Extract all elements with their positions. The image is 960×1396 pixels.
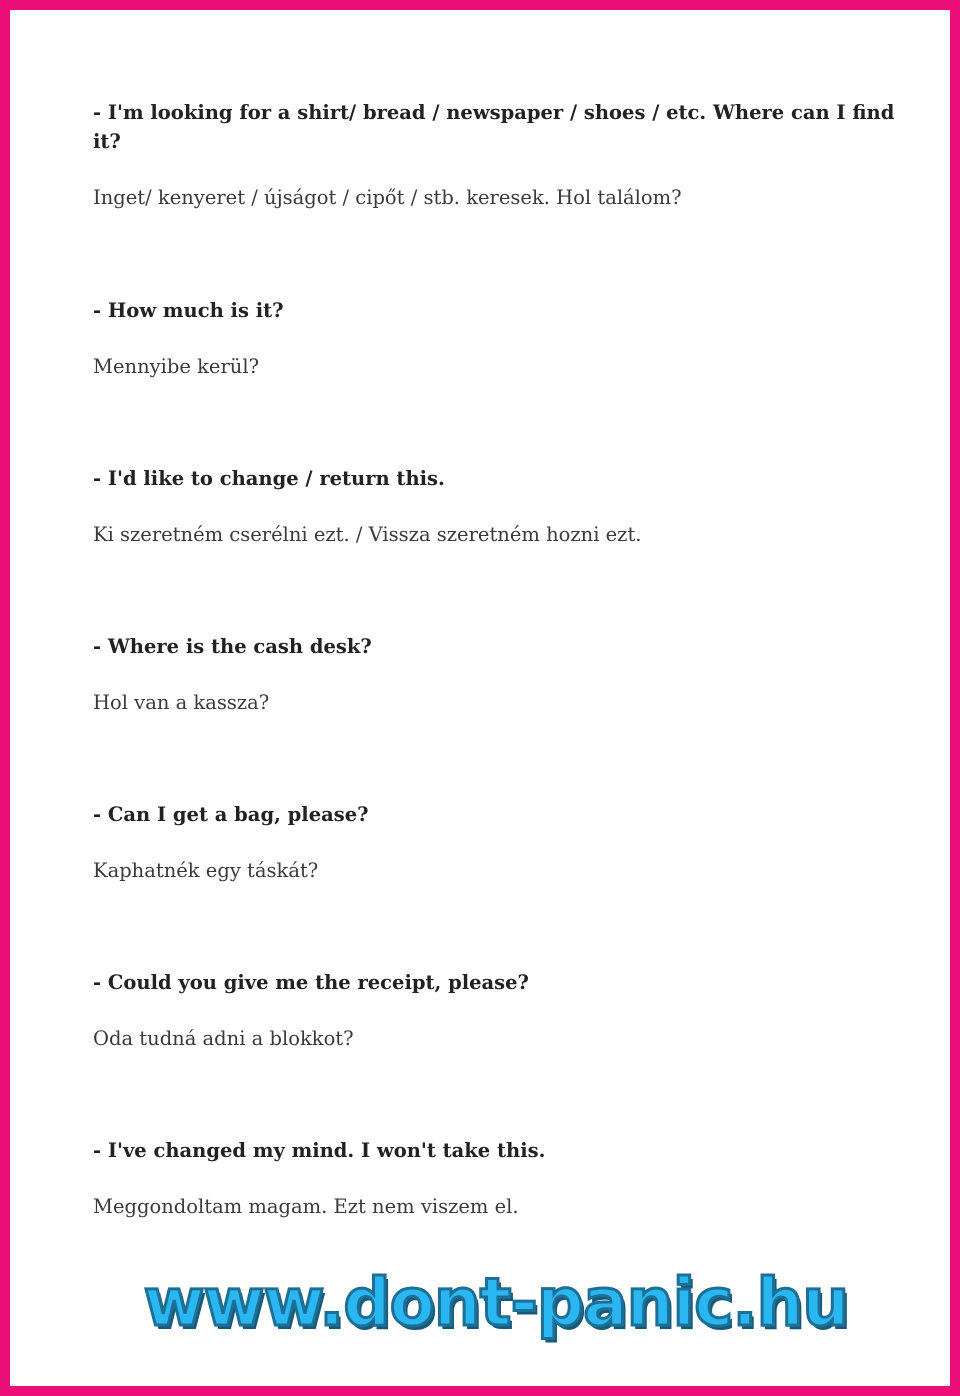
english-phrase: - Can I get a bag, please? — [93, 803, 369, 826]
hungarian-translation: Kaphatnék egy táskát? — [93, 859, 319, 882]
phrase-pair — [93, 800, 903, 968]
hungarian-translation: Oda tudná adni a blokkot? — [93, 1027, 354, 1050]
hungarian-translation: Ki szeretném cserélni ezt. / Vissza szeretném hozni ezt. — [93, 523, 642, 546]
hungarian-translation: Hol van a kassza? — [93, 691, 270, 714]
hungarian-translation: Meggondoltam magam. Ezt nem viszem el. — [93, 1195, 519, 1218]
english-phrase: - Could you give me the receipt, please? — [93, 971, 529, 994]
phrase-pair — [93, 632, 903, 800]
site-logo: www.dont-panic.hu — [143, 1264, 849, 1341]
phrase-pair — [93, 296, 903, 464]
english-phrase: - I'm looking for a shirt/ bread / newspaper / shoes / etc. Where can I find it? — [93, 101, 895, 153]
english-phrase: - How much is it? — [93, 299, 284, 322]
phrase-list — [93, 98, 903, 1304]
phrase-pair — [93, 968, 903, 1136]
hungarian-translation: Mennyibe kerül? — [93, 355, 260, 378]
english-phrase: - I've changed my mind. I won't take this. — [93, 1139, 546, 1162]
hungarian-translation: Inget/ kenyeret / újságot / cipőt / stb. keresek. Hol találom? — [93, 186, 682, 209]
phrase-pair — [93, 98, 903, 296]
english-phrase: - I'd like to change / return this. — [93, 467, 445, 490]
english-phrase: - Where is the cash desk? — [93, 635, 372, 658]
phrase-pair — [93, 464, 903, 632]
